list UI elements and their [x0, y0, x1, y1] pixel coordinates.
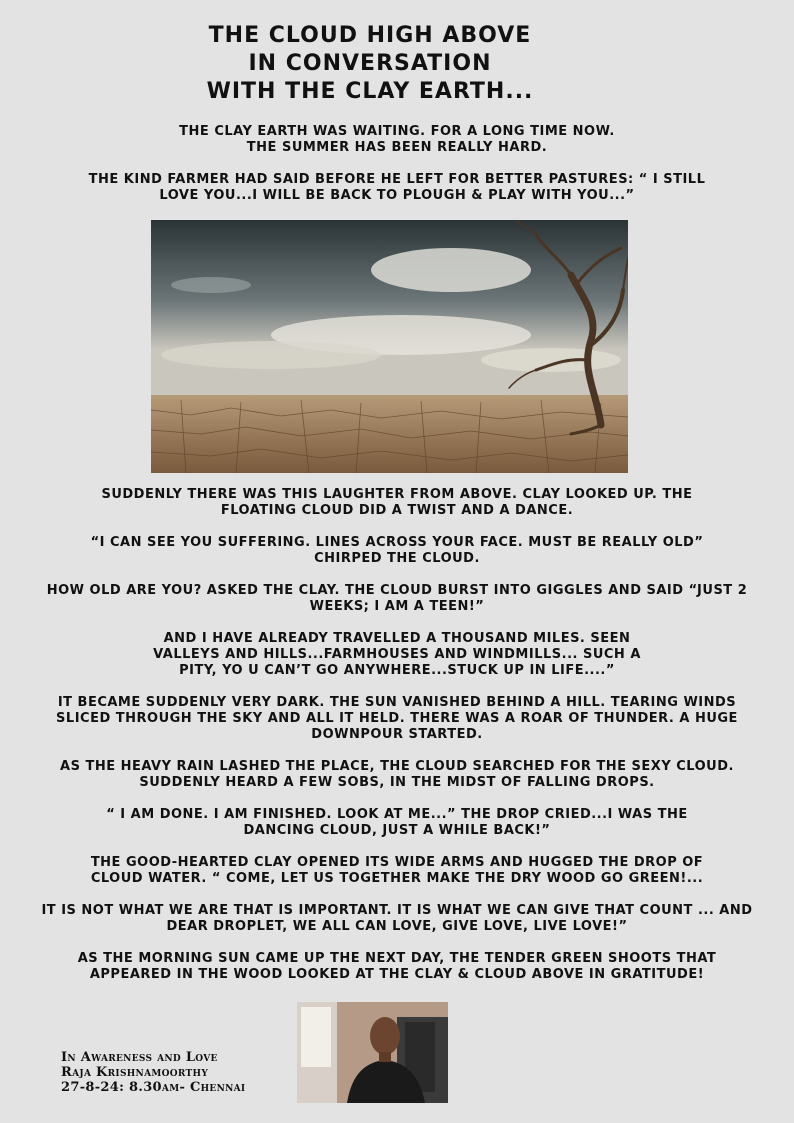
page-title — [150, 22, 590, 106]
story-paragraph-7: AND I HAVE ALREADY TRAVELLED A THOUSAND MILES. SEEN VALLEYS AND HILLS...FARMHOUSES AND WINDMILLS... SUCH A PITY, YO U CAN’T GO ANYWHERE...STUCK UP IN LIFE....” — [153, 631, 641, 678]
title-line-3: WITH THE CLAY EARTH... — [206, 79, 534, 104]
title-line-2: IN CONVERSATION — [248, 51, 492, 76]
title-line-1: THE CLOUD HIGH ABOVE — [208, 23, 532, 48]
story-paragraph-11: THE GOOD-HEARTED CLAY OPENED ITS WIDE ARMS AND HUGGED THE DROP OF CLOUD WATER. “ COME, LET US TOGETHER MAKE THE DRY WOOD GO GREEN!... — [90, 855, 704, 886]
story-paragraph-8: IT BECAME SUDDENLY VERY DARK. THE SUN VANISHED BEHIND A HILL. TEARING WINDS SLICED THROUGH THE SKY AND ALL IT HELD. THERE WAS A ROAR OF THUNDER. A HUGE DOWNPOUR STARTED. — [56, 695, 738, 742]
drought-landscape-image — [151, 220, 628, 473]
story-paragraph-4: SUDDENLY THERE WAS THIS LAUGHTER FROM ABOVE. CLAY LOOKED UP. THE FLOATING CLOUD DID A TWIST AND A DANCE. — [101, 487, 693, 518]
signature-date-place: 27-8-24: 8.30am- Chennai — [61, 1080, 246, 1095]
story-paragraph-6: HOW OLD ARE YOU? ASKED THE CLAY. THE CLOUD BURST INTO GIGGLES AND SAID “JUST 2 WEEKS; I AM A TEEN!” — [46, 583, 748, 614]
story-paragraph-10: “ I AM DONE. I AM FINISHED. LOOK AT ME...” THE DROP CRIED...I WAS THE DANCING CLOUD, JUST A WHILE BACK!” — [106, 807, 688, 838]
story-paragraph-12: IT IS NOT WHAT WE ARE THAT IS IMPORTANT. IT IS WHAT WE CAN GIVE THAT COUNT ... AND DEAR DROPLET, WE ALL CAN LOVE, GIVE LOVE, LIVE LOVE!” — [41, 903, 753, 934]
signature-line-1: In Awareness and Love — [61, 1050, 218, 1065]
signature-block — [61, 1050, 245, 1095]
story-paragraph-5: “I CAN SEE YOU SUFFERING. LINES ACROSS YOUR FACE. MUST BE REALLY OLD” CHIRPED THE CLOUD. — [90, 535, 704, 566]
story-paragraph-2: THE SUMMER HAS BEEN REALLY HARD. — [246, 140, 548, 155]
story-paragraph-9: AS THE HEAVY RAIN LASHED THE PLACE, THE CLOUD SEARCHED FOR THE SEXY CLOUD. SUDDENLY HEARD A FEW SOBS, IN THE MIDST OF FALLING DROPS. — [60, 759, 734, 790]
story-paragraph-3: THE KIND FARMER HAD SAID BEFORE HE LEFT FOR BETTER PASTURES: “ I STILL LOVE YOU...I WILL BE BACK TO PLOUGH & PLAY WITH YOU...” — [88, 172, 706, 203]
signature-author: Raja Krishnamoorthy — [61, 1065, 209, 1080]
author-photo — [297, 1002, 448, 1103]
story-paragraph-13: AS THE MORNING SUN CAME UP THE NEXT DAY, THE TENDER GREEN SHOOTS THAT APPEARED IN THE WOOD LOOKED AT THE CLAY & CLOUD ABOVE IN GRATITUDE! — [77, 951, 717, 982]
story-paragraph-1: THE CLAY EARTH WAS WAITING. FOR A LONG TIME NOW. — [179, 124, 615, 139]
